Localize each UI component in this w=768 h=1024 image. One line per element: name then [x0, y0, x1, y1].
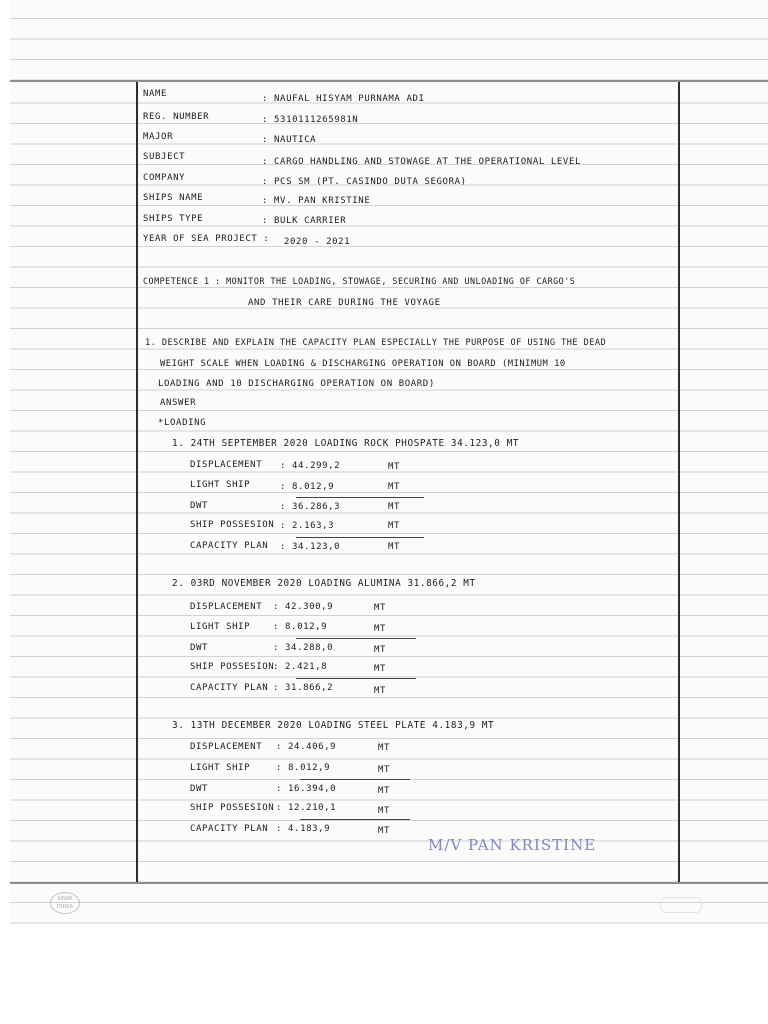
- entry-1-displacement-unit: MT: [388, 462, 401, 472]
- entry-1-ship-possesion-label: SHIP POSSESION: [190, 520, 275, 530]
- notebook-brand-logo: SINAR DUNIA: [50, 892, 80, 914]
- reg-number-value: : 5310111265981N: [262, 115, 359, 125]
- loading-entry-1-title: 1. 24TH SEPTEMBER 2020 LOADING ROCK PHOSPATE 34.123,0 MT: [172, 438, 520, 449]
- sea-project-value: 2020 - 2021: [284, 237, 351, 247]
- entry-2-dwt-label: DWT: [190, 643, 209, 653]
- reg-number-label: REG. NUMBER: [143, 112, 210, 122]
- left-margin-line: [136, 82, 138, 882]
- entry-3-dwt-unit: MT: [378, 786, 391, 796]
- entry-2-dwt-value: : 34.288,0: [273, 643, 334, 653]
- ships-name-value: : MV. PAN KRISTINE: [262, 196, 371, 206]
- entry-3-dwt-value: : 16.394,0: [276, 784, 337, 794]
- entry-1-dwt-value: : 36.286,3: [280, 502, 341, 512]
- loading-entry-2-title: 2. 03RD NOVEMBER 2020 LOADING ALUMINA 31.866,2 MT: [172, 578, 476, 589]
- company-value: : PCS SM (PT. CASINDO DUTA SEGORA): [262, 177, 467, 187]
- entry-3-capacity-plan-label: CAPACITY PLAN: [190, 824, 269, 834]
- entry-2-light-ship-unit: MT: [374, 624, 387, 634]
- entry-1-diff-line: [296, 537, 424, 538]
- major-value: : NAUTICA: [262, 135, 317, 145]
- entry-1-ship-possesion-unit: MT: [388, 521, 401, 531]
- ship-name-stamp: M/V PAN KRISTINE: [428, 836, 597, 854]
- entry-2-displacement-unit: MT: [374, 603, 387, 613]
- entry-1-light-ship-label: LIGHT SHIP: [190, 480, 251, 490]
- entry-2-dwt-unit: MT: [374, 645, 387, 655]
- entry-2-light-ship-label: LIGHT SHIP: [190, 622, 251, 632]
- major-label: MAJOR: [143, 132, 174, 142]
- entry-3-capacity-plan-value: : 4.183,9: [276, 824, 331, 834]
- entry-3-displacement-value: : 24.406,9: [276, 742, 337, 752]
- entry-1-dwt-label: DWT: [190, 501, 209, 511]
- ships-type-label: SHIPS TYPE: [143, 214, 204, 224]
- question-line-3: LOADING AND 10 DISCHARGING OPERATION ON BOARD): [158, 379, 435, 389]
- ships-name-label: SHIPS NAME: [143, 193, 204, 203]
- name-label: NAME: [143, 89, 168, 99]
- entry-1-capacity-plan-label: CAPACITY PLAN: [190, 541, 269, 551]
- entry-2-ship-possesion-label: SHIP POSSESION: [190, 662, 275, 672]
- entry-2-ship-possesion-unit: MT: [374, 664, 387, 674]
- entry-1-capacity-plan-value: : 34.123,0: [280, 542, 341, 552]
- entry-3-sum-line: [300, 779, 410, 780]
- loading-heading: *LOADING: [158, 418, 207, 428]
- name-value: : NAUFAL HISYAM PURNAMA ADI: [262, 94, 425, 104]
- company-label: COMPANY: [143, 173, 186, 183]
- answer-label: ANSWER: [160, 398, 197, 408]
- entry-2-capacity-plan-unit: MT: [374, 686, 387, 696]
- entry-1-dwt-unit: MT: [388, 502, 401, 512]
- competence-line-1: COMPETENCE 1 : MONITOR THE LOADING, STOWAGE, SECURING AND UNLOADING OF CARGO'S: [143, 276, 576, 286]
- entry-2-displacement-value: : 42.300,9: [273, 602, 334, 612]
- entry-3-displacement-unit: MT: [378, 743, 391, 753]
- loading-entry-3-title: 3. 13TH DECEMBER 2020 LOADING STEEL PLATE 4.183,9 MT: [172, 720, 495, 731]
- question-line-1: 1. DESCRIBE AND EXPLAIN THE CAPACITY PLAN ESPECIALLY THE PURPOSE OF USING THE DEAD: [145, 338, 607, 348]
- subject-value: : CARGO HANDLING AND STOWAGE AT THE OPERATIONAL LEVEL: [262, 157, 581, 167]
- entry-3-diff-line: [300, 819, 410, 820]
- entry-3-light-ship-value: : 8.012,9: [276, 763, 331, 773]
- entry-2-capacity-plan-value: : 31.866,2: [273, 683, 334, 693]
- entry-3-ship-possesion-value: : 12.210,1: [276, 803, 337, 813]
- entry-2-light-ship-value: : 8.012,9: [273, 622, 328, 632]
- bottom-rule: [10, 882, 768, 884]
- entry-1-displacement-label: DISPLACEMENT: [190, 460, 263, 470]
- entry-2-sum-line: [296, 638, 416, 639]
- entry-1-capacity-plan-unit: MT: [388, 542, 401, 552]
- entry-1-light-ship-unit: MT: [388, 482, 401, 492]
- entry-3-light-ship-unit: MT: [378, 765, 391, 775]
- entry-3-ship-possesion-label: SHIP POSSESION: [190, 803, 275, 813]
- competence-line-2: AND THEIR CARE DURING THE VOYAGE: [248, 298, 441, 308]
- subject-label: SUBJECT: [143, 152, 186, 162]
- entry-3-capacity-plan-unit: MT: [378, 826, 391, 836]
- right-margin-line: [678, 82, 680, 882]
- top-rule: [10, 80, 768, 82]
- entry-2-diff-line: [296, 678, 416, 679]
- entry-3-light-ship-label: LIGHT SHIP: [190, 763, 251, 773]
- ships-type-value: : BULK CARRIER: [262, 216, 347, 226]
- question-line-2: WEIGHT SCALE WHEN LOADING & DISCHARGING OPERATION ON BOARD (MINIMUM 10: [160, 359, 566, 369]
- corner-mark: [660, 897, 702, 913]
- entry-2-displacement-label: DISPLACEMENT: [190, 602, 263, 612]
- entry-1-ship-possesion-value: : 2.163,3: [280, 521, 335, 531]
- entry-3-ship-possesion-unit: MT: [378, 806, 391, 816]
- entry-2-ship-possesion-value: : 2.421,8: [273, 662, 328, 672]
- sea-project-label: YEAR OF SEA PROJECT :: [143, 234, 270, 244]
- entry-1-sum-line: [296, 497, 424, 498]
- entry-3-displacement-label: DISPLACEMENT: [190, 742, 263, 752]
- entry-1-displacement-value: : 44.299,2: [280, 461, 341, 471]
- entry-3-dwt-label: DWT: [190, 784, 209, 794]
- entry-1-light-ship-value: : 8.012,9: [280, 482, 335, 492]
- entry-2-capacity-plan-label: CAPACITY PLAN: [190, 683, 269, 693]
